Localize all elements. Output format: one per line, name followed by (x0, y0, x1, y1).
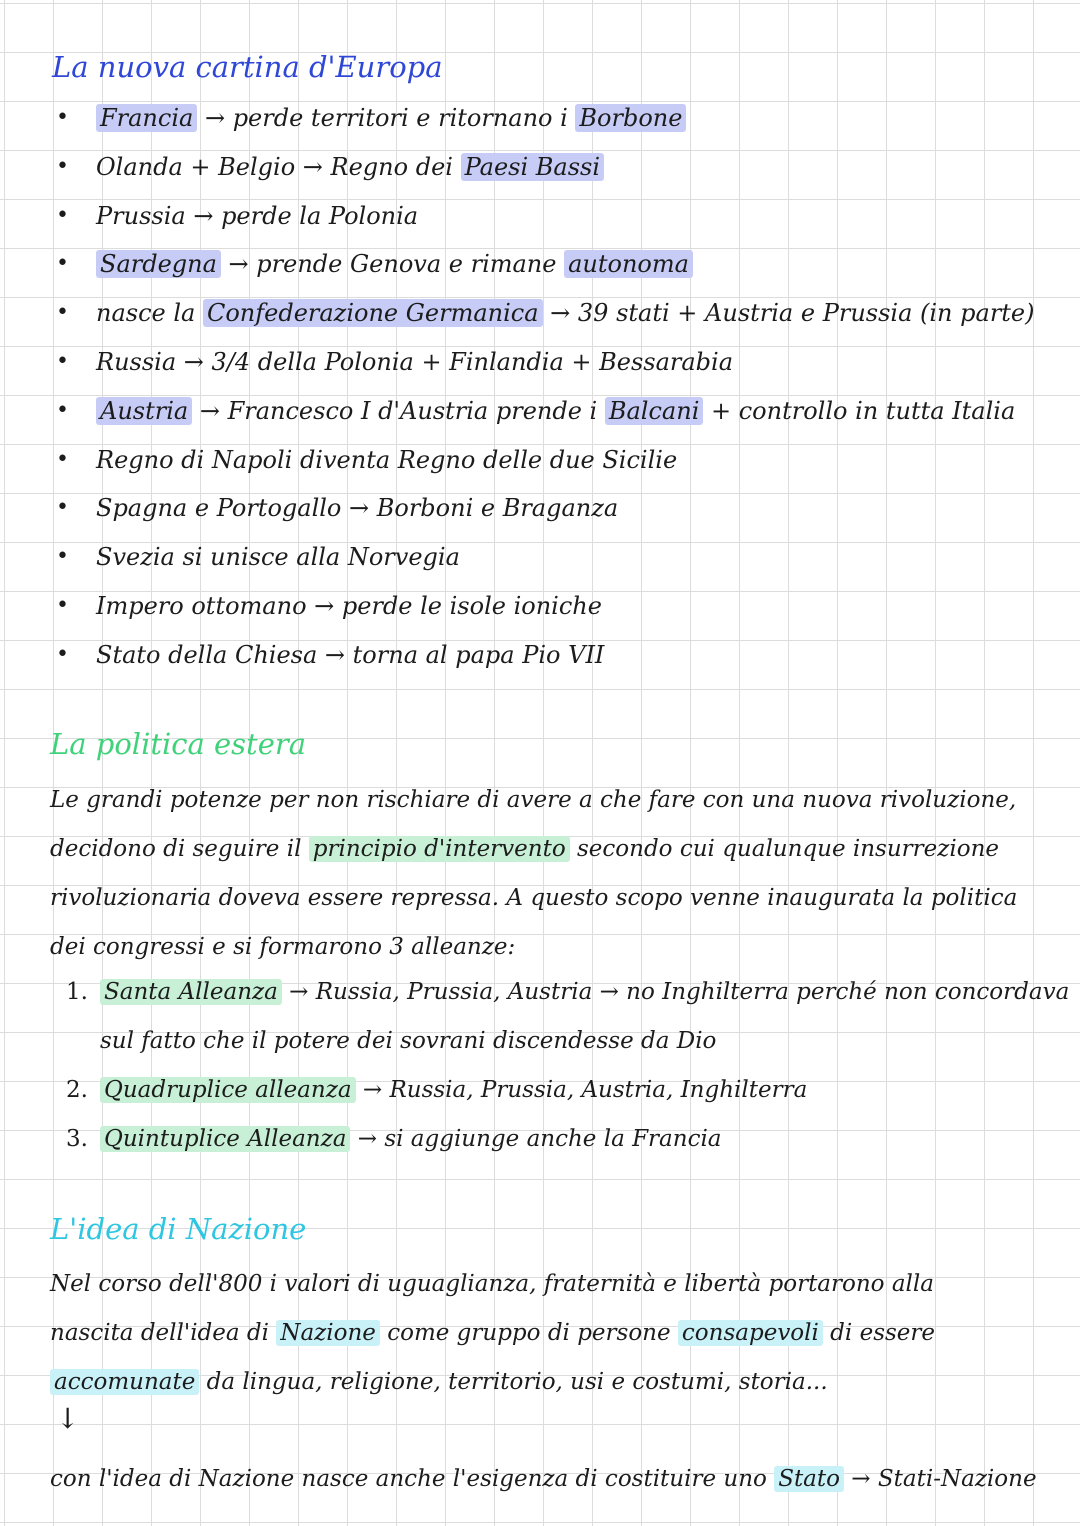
bullet-icon: • (56, 592, 69, 618)
paragraph-line: dei congressi e si formarono 3 alleanze: (50, 934, 516, 960)
list-item: • Regno di Napoli diventa Regno delle due Sicilie (50, 438, 1035, 487)
list-item: • Prussia → perde la Polonia (50, 194, 1035, 243)
paragraph-line: accomunate da lingua, religione, territorio, usi e costumi, storia... (50, 1358, 935, 1407)
list-item: • Russia → 3/4 della Polonia + Finlandia + Bessarabia (50, 340, 1035, 389)
bullet-icon: • (56, 544, 69, 570)
bullet-icon: • (56, 348, 69, 374)
bullet-icon: • (56, 641, 69, 667)
bullet-icon: • (56, 300, 69, 326)
bullet-icon: • (56, 251, 69, 277)
list-item: • Spagna e Portogallo → Borboni e Braganza (50, 486, 1035, 535)
highlight: Quintuplice Alleanza (100, 1126, 350, 1152)
paragraph-line: Nel corso dell'800 i valori di uguaglianza, fraternità e libertà portarono alla (50, 1271, 934, 1297)
paragraph-line: rivoluzionaria doveva essere repressa. A questo scopo venne inaugurata la politica (50, 885, 1018, 911)
arrow-down-icon: ↓ (56, 1402, 80, 1435)
bullet-icon: • (56, 105, 69, 130)
highlight: Santa Alleanza (100, 979, 282, 1005)
list-item: 1. Santa Alleanza → Russia, Prussia, Austria → no Inghilterra perché non concordava sul fatto che il potere dei sovrani discendesse da Dio (66, 968, 1069, 1066)
list-item: • Impero ottomano → perde le isole ioniche (50, 584, 1035, 633)
paragraph-nazione (50, 1260, 935, 1407)
bullet-list-cartina (50, 96, 1035, 682)
list-item: • Olanda + Belgio → Regno dei Paesi Bassi (50, 145, 1035, 194)
highlight: Quadruplice alleanza (100, 1077, 356, 1103)
paragraph-line: decidono di seguire il principio d'intervento secondo cui qualunque insurrezione (50, 836, 1000, 862)
highlight: Nazione (276, 1320, 380, 1346)
highlight: Paesi Bassi (461, 153, 604, 181)
bullet-icon: • (56, 446, 69, 472)
highlight: Stato (774, 1466, 844, 1492)
section-title-cartina: La nuova cartina d'Europa (52, 50, 443, 84)
paragraph-line: Le grandi potenze per non rischiare di avere a che fare con una nuova rivoluzione, (50, 787, 1017, 813)
highlight: Sardegna (96, 250, 221, 278)
list-item: • Svezia si unisce alla Norvegia (50, 535, 1035, 584)
alliance-list (66, 968, 1069, 1164)
list-item: • Stato della Chiesa → torna al papa Pio VII (50, 633, 1035, 682)
list-number: 3. (66, 1126, 88, 1152)
paragraph-line: con l'idea di Nazione nasce anche l'esigenza di costituire uno Stato → Stati-Nazione (50, 1466, 1037, 1492)
list-item: • nasce la Confederazione Germanica → 39 stati + Austria e Prussia (in parte) (50, 291, 1035, 340)
bullet-icon: • (56, 202, 69, 228)
paragraph-line: nascita dell'idea di Nazione come gruppo di persone consapevoli di essere (50, 1320, 936, 1346)
list-item: 2. Quadruplice alleanza → Russia, Prussia, Austria, Inghilterra (66, 1066, 1069, 1115)
list-number: 1. (66, 979, 88, 1005)
highlight: consapevoli (678, 1320, 823, 1346)
list-item: • Francia → perde territori e ritornano i Borbone (50, 96, 1035, 145)
paragraph-politica (50, 776, 1017, 972)
highlight: Francia (96, 104, 197, 132)
list-number: 2. (66, 1077, 88, 1103)
section-title-nazione: L'idea di Nazione (50, 1212, 307, 1246)
highlight: Austria (96, 397, 192, 425)
highlight: Balcani (605, 397, 704, 425)
list-item: 3. Quintuplice Alleanza → si aggiunge anche la Francia (66, 1115, 1069, 1164)
list-item: • Austria → Francesco I d'Austria prende i Balcani + controllo in tutta Italia (50, 389, 1035, 438)
list-item: • Sardegna → prende Genova e rimane autonoma (50, 242, 1035, 291)
continuation-line: sul fatto che il potere dei sovrani discendesse da Dio (100, 1028, 717, 1054)
highlight: Borbone (575, 104, 686, 132)
highlight: Confederazione Germanica (203, 299, 543, 327)
highlight: accomunate (50, 1369, 199, 1395)
bullet-icon: • (56, 397, 69, 423)
highlight: principio d'intervento (309, 836, 570, 862)
section-title-politica: La politica estera (50, 727, 307, 761)
highlight: autonoma (564, 250, 693, 278)
bullet-icon: • (56, 153, 69, 179)
bullet-icon: • (56, 495, 69, 521)
